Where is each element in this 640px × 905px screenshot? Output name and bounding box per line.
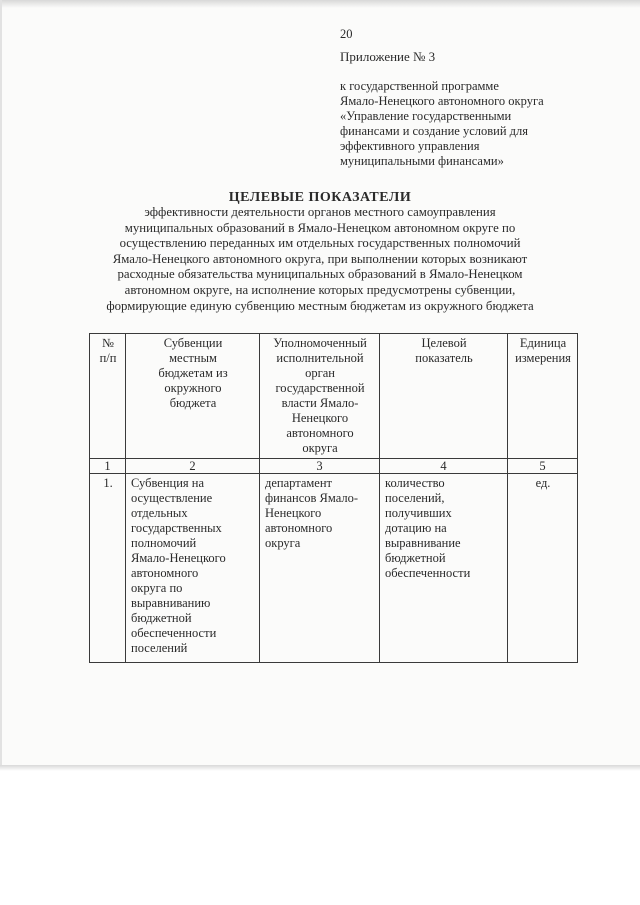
header-subvention: Субвенции местным бюджетам из окружного бюджета [126,334,260,459]
table-header-row [90,334,578,459]
column-number: 3 [260,459,380,474]
appendix-line: к государственной программе [340,79,499,93]
row-unit: ед. [508,474,578,663]
column-number: 5 [508,459,578,474]
appendix-line: муниципальными финансами» [340,154,504,168]
row-authorized-body: департамент финансов Ямало- Ненецкого автономного округа [260,474,380,663]
row-number: 1. [90,474,126,663]
column-number-row [90,459,578,474]
column-number: 2 [126,459,260,474]
column-number: 1 [90,459,126,474]
document-subheading [70,205,570,314]
subheading-line: муниципальных образований в Ямало-Ненецком автономном округе по [124,220,516,235]
subheading-line: Ямало-Ненецкого автономного округа, при выполнении которых возникают [112,251,528,266]
subheading-line: эффективности деятельности органов местного самоуправления [144,205,496,219]
document-heading: ЦЕЛЕВЫЕ ПОКАЗАТЕЛИ [228,190,412,205]
indicators-table [89,333,578,663]
column-number: 4 [380,459,508,474]
header-number: № п/п [90,334,126,459]
scan-left-edge [0,0,2,765]
subheading-line: осуществлению переданных им отдельных государственных полномочий [119,236,521,251]
scan-top-edge [0,0,640,8]
row-subvention: Субвенция на осуществление отдельных государственных полномочий Ямало-Ненецкого автономного округа по выравниванию бюджетной обеспеченности поселений [126,474,260,663]
row-target-indicator: количество поселений, получивших дотацию на выравнивание бюджетной обеспеченности [380,474,508,663]
header-unit: Единица измерения [508,334,578,459]
page-number: 20 [340,27,353,41]
subheading-line: расходные обязательства муниципальных образований в Ямало-Ненецком [117,267,523,282]
table-row [90,474,578,663]
appendix-line: Ямало-Ненецкого автономного округа [340,94,544,108]
appendix-title: Приложение № 3 [340,49,436,64]
header-authorized-body: Уполномоченный исполнительной орган государственной власти Ямало- Ненецкого автономного округа [260,334,380,459]
page-bottom-edge [0,765,640,771]
appendix-line: «Управление государственными [340,109,512,123]
subheading-line: автономном округе, на исполнение которых предусмотрены субвенции, [124,282,516,297]
appendix-program-reference [340,79,600,169]
header-target-indicator: Целевой показатель [380,334,508,459]
appendix-line: эффективного управления [340,139,480,153]
appendix-line: финансами и создание условий для [340,124,529,138]
subheading-line: формирующие единую субвенцию местным бюджетам из окружного бюджета [106,298,534,313]
